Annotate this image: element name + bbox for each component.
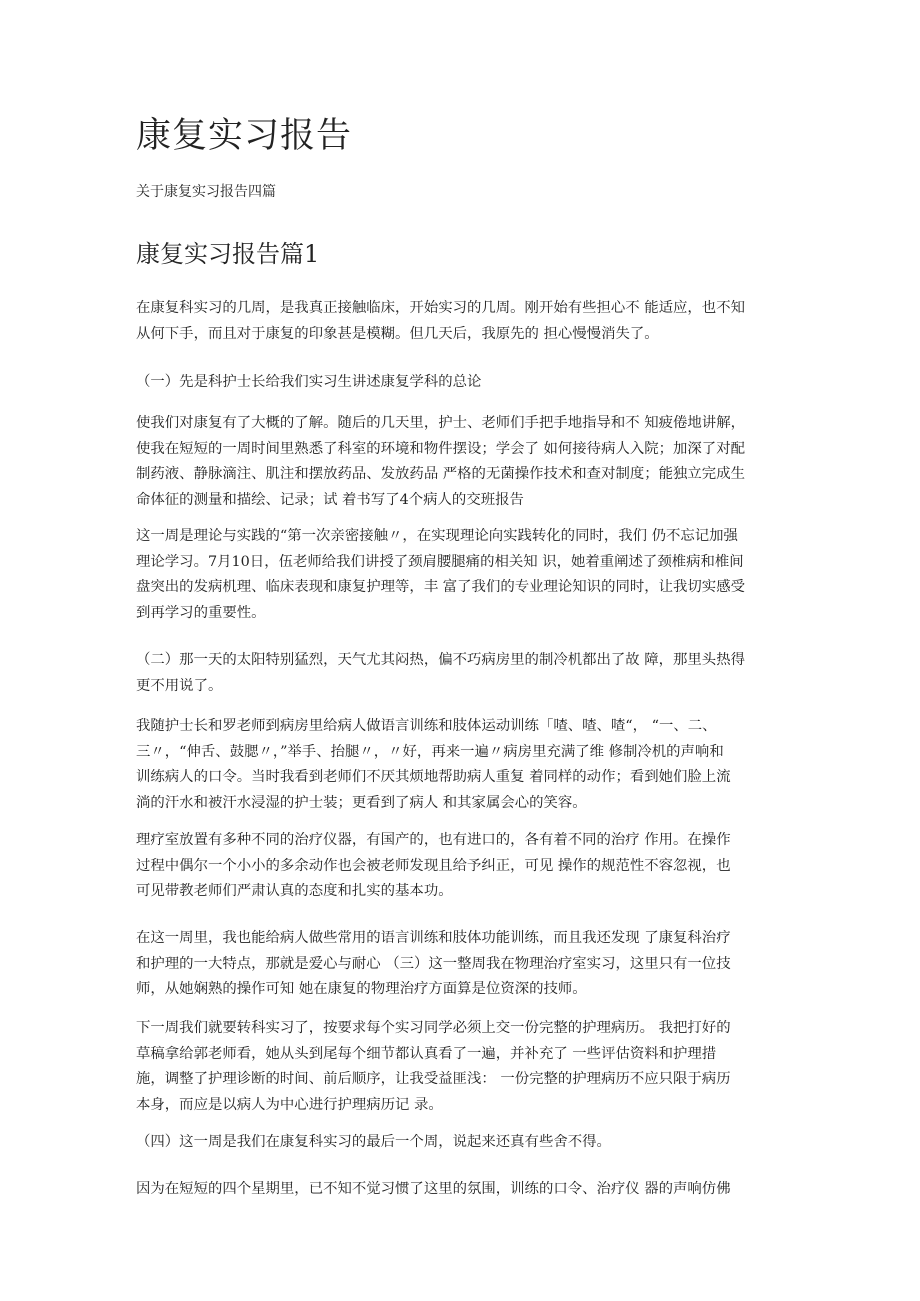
paragraph-line: 草稿拿给郭老师看，她从头到尾每个细节都认真看了一遍，并补充了 一些评估资料和护理措 [136,1045,717,1062]
paragraph [136,1177,796,1203]
paragraph-line: 淌的汗水和被汗水浸湿的护士装；更看到了病人 和其家属会心的笑容。 [136,794,587,811]
paragraph-line: 可见带教老师们严肃认真的态度和扎实的基本功。 [136,883,453,900]
paragraph-line: 施，调整了护理诊断的时间、前后顺序，让我受益匪浅： 一份完整的护理病历不应只限于病历 [136,1071,731,1088]
paragraph-line: 命体征的测量和描绘、记录；试 着书写了4个病人的交班报告 [136,491,524,508]
paragraph-line: （二）那一天的太阳特别猛烈，天气尤其闷热，偏不巧病房里的制冷机都出了故 障，那里头热得 [136,652,745,668]
paragraph-line: 师，从她娴熟的操作可知 她在康复的物理治疗方面算是位资深的技师。 [136,981,587,998]
paragraph-line: 这一周是理论与实践的“第一次亲密接触〃，在实现理论向实践转化的同时，我们 仍不忘记加强 [136,528,738,544]
paragraph [136,1016,796,1118]
paragraph-line: 在这一周里，我也能给病人做些常用的语言训练和肢体功能训练，而且我还发现 了康复科治疗 [136,930,731,946]
paragraph [136,714,796,816]
paragraph [136,524,796,626]
paragraph-line: 理论学习。7月10日，伍老师给我们讲授了颈肩腰腿痛的相关知 识，她着重阐述了颈椎病和椎间 [136,553,744,570]
paragraph [136,296,796,347]
paragraph-line: 从何下手，而且对于康复的印象甚是模糊。但几天后，我原先的 担心慢慢消失了。 [136,325,659,342]
paragraph-line: 到再学习的重要性。 [136,604,266,621]
paragraph-line: 理疗室放置有多种不同的治疗仪器，有国产的，也有进口的，各有着不同的治疗 作用。在操作 [136,832,731,848]
paragraph-line: 使我在短短的一周时间里熟悉了科室的环境和物件摆设；学会了 如何接待病人入院；加深了对配 [136,440,745,457]
paragraph-line: 和护理的一大特点，那就是爱心与耐心 （三）这一整周我在物理治疗室实习，这里只有一位技 [136,955,731,972]
paragraph [136,411,796,513]
paragraph-line: 使我们对康复有了大概的了解。随后的几天里，护士、老师们手把手地指导和不 知疲倦地讲解， [136,415,745,431]
paragraph-line: （一）先是科护士长给我们实习生讲述康复学科的总论 [136,374,482,390]
paragraph [136,370,796,396]
paragraph-line: 因为在短短的四个星期里，已不知不觉习惯了这里的氛围，训练的口令、治疗仪 器的声响仿佛 [136,1181,731,1197]
paragraph [136,1130,796,1156]
section-title: 康复实习报告篇1 [136,240,320,268]
paragraph-line: 下一周我们就要转科实习了，按要求每个实习同学必须上交一份完整的护理病历。 我把打好的 [136,1020,731,1036]
paragraph-line: 盘突出的发病机理、临床表现和康复护理等，丰 富了我们的专业理论知识的同时，让我切实感受 [136,579,745,596]
page-title: 康复实习报告 [136,116,353,156]
paragraph-line: 在康复科实习的几周，是我真正接触临床，开始实习的几周。刚开始有些担心不 能适应，也不知 [136,300,745,316]
paragraph-line: （四）这一周是我们在康复科实习的最后一个周，说起来还真有些舍不得。 [136,1134,611,1150]
paragraph [136,828,796,905]
paragraph [136,648,796,699]
paragraph-line: 三〃，“伸舌、鼓腮〃，”举手、抬腿〃，〃好，再来一遍〃病房里充满了维 修制冷机的声响和 [136,743,724,760]
paragraph-line: 我随护士长和罗老师到病房里给病人做语言训练和肢体运动训练「喳、喳、喳“， “一、二、 [136,718,717,734]
paragraph-line: 过程中偶尔一个小小的多余动作也会被老师发现且给予纠正，可见 操作的规范性不容忽视，也 [136,857,731,874]
page-subtitle: 关于康复实习报告四篇 [136,184,276,200]
paragraph-line: 本身，而应是以病人为中心进行护理病历记 录。 [136,1096,443,1113]
paragraph-line: 更不用说了。 [136,677,223,694]
paragraph-line: 制药液、静脉滴注、肌注和摆放药品、发放药品 严格的无菌操作技术和查对制度；能独立完成生 [136,466,745,483]
paragraph-line: 训练病人的口令。当时我看到老师们不厌其烦地帮助病人重复 着同样的动作；看到她们脸上流 [136,769,731,786]
paragraph [136,926,796,1003]
